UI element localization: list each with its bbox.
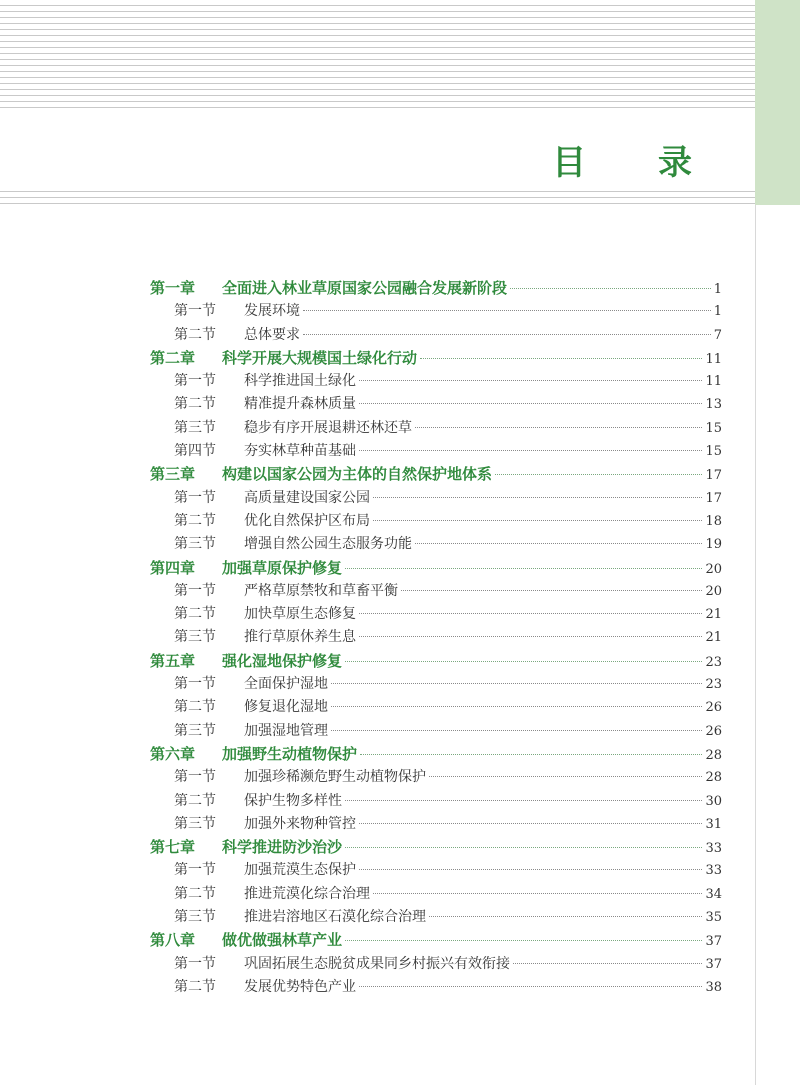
toc-entry-title: 加强草原保护修复 bbox=[222, 558, 343, 577]
toc-entry-title: 发展优势特色产业 bbox=[244, 978, 356, 995]
toc-page-number: 11 bbox=[705, 374, 722, 390]
toc-section-row[interactable] bbox=[150, 510, 722, 533]
toc-page-number: 23 bbox=[705, 677, 722, 693]
toc-entry-title: 精准提升森林质量 bbox=[244, 396, 356, 413]
side-tab bbox=[755, 0, 800, 205]
toc-entry-title: 加强珍稀濒危野生动植物保护 bbox=[244, 769, 426, 786]
toc-entry-number: 第二节 bbox=[174, 885, 216, 902]
dot-leader bbox=[359, 823, 702, 824]
toc-page-number: 11 bbox=[705, 351, 722, 367]
toc-section-row[interactable] bbox=[150, 626, 722, 649]
dot-leader bbox=[345, 568, 702, 569]
toc-entry-number: 第四章 bbox=[150, 558, 196, 577]
toc-page-number: 37 bbox=[705, 934, 722, 950]
toc-entry-number: 第一节 bbox=[174, 489, 216, 506]
toc-entry-number: 第一节 bbox=[174, 955, 216, 972]
toc-entry-number: 第一节 bbox=[174, 769, 216, 786]
toc-entry-title: 加强湿地管理 bbox=[244, 722, 328, 739]
toc-page-number: 20 bbox=[705, 583, 722, 599]
toc-entry-number: 第一节 bbox=[174, 582, 216, 599]
dot-leader bbox=[359, 450, 702, 451]
toc-entry-title: 加强荒漠生态保护 bbox=[244, 862, 356, 879]
toc-entry-title: 保护生物多样性 bbox=[244, 792, 342, 809]
toc-section-row[interactable] bbox=[150, 603, 722, 626]
toc-page-number: 38 bbox=[705, 979, 722, 995]
toc-entry-number: 第二节 bbox=[174, 396, 216, 413]
toc-entry-number: 第一节 bbox=[174, 676, 216, 693]
toc-entry-title: 科学推进防沙治沙 bbox=[222, 838, 343, 857]
dot-leader bbox=[331, 683, 702, 684]
dot-leader bbox=[303, 310, 711, 311]
toc-page-number: 13 bbox=[705, 397, 722, 413]
toc-entry-number: 第二节 bbox=[174, 326, 216, 343]
toc-page-number: 33 bbox=[705, 863, 722, 879]
dot-leader bbox=[510, 288, 711, 289]
toc-section-row[interactable] bbox=[150, 393, 722, 416]
dot-leader bbox=[345, 940, 702, 941]
toc-entry-number: 第二节 bbox=[174, 606, 216, 623]
dot-leader bbox=[359, 986, 702, 987]
dot-leader bbox=[401, 590, 702, 591]
toc-section-row[interactable] bbox=[150, 813, 722, 836]
dot-leader bbox=[331, 730, 702, 731]
toc-page-number: 15 bbox=[705, 444, 722, 460]
toc-entry-title: 推行草原休养生息 bbox=[244, 629, 356, 646]
dot-leader bbox=[359, 869, 702, 870]
toc-chapter-row[interactable] bbox=[150, 463, 722, 486]
toc-entry-number: 第一章 bbox=[150, 279, 196, 297]
toc-entry-title: 科学开展大规模国土绿化行动 bbox=[222, 348, 418, 367]
toc-entry-title: 巩固拓展生态脱贫成果同乡村振兴有效衔接 bbox=[244, 955, 510, 972]
toc-section-row[interactable] bbox=[150, 324, 722, 347]
toc-chapter-row[interactable] bbox=[150, 650, 722, 673]
toc-entry-title: 增强自然公园生态服务功能 bbox=[244, 536, 412, 553]
toc-entry-title: 加快草原生态修复 bbox=[244, 606, 356, 623]
toc-page-number: 30 bbox=[705, 793, 722, 809]
toc-entry-title: 强化湿地保护修复 bbox=[222, 651, 343, 670]
table-of-contents bbox=[150, 277, 722, 999]
toc-page-number: 21 bbox=[705, 607, 722, 623]
dot-leader bbox=[415, 543, 702, 544]
dot-leader bbox=[420, 358, 702, 359]
toc-chapter-row[interactable] bbox=[150, 836, 722, 859]
toc-page-number: 17 bbox=[705, 468, 722, 484]
toc-entry-number: 第七章 bbox=[150, 838, 196, 857]
toc-section-row[interactable] bbox=[150, 720, 722, 743]
toc-entry-title: 加强外来物种管控 bbox=[244, 815, 356, 832]
toc-page-number: 26 bbox=[705, 723, 722, 739]
toc-entry-number: 第八章 bbox=[150, 931, 196, 950]
dot-leader bbox=[359, 403, 702, 404]
toc-page-number: 1 bbox=[713, 304, 722, 320]
toc-section-row[interactable] bbox=[150, 883, 722, 906]
toc-entry-number: 第三章 bbox=[150, 465, 196, 484]
toc-entry-title: 严格草原禁牧和草畜平衡 bbox=[244, 582, 398, 599]
toc-entry-title: 加强野生动植物保护 bbox=[222, 744, 358, 763]
dot-leader bbox=[359, 636, 702, 637]
toc-page-number: 20 bbox=[705, 561, 722, 577]
toc-entry-number: 第一节 bbox=[174, 862, 216, 879]
toc-section-row[interactable] bbox=[150, 673, 722, 696]
toc-entry-title: 发展环境 bbox=[244, 303, 300, 320]
toc-section-row[interactable] bbox=[150, 790, 722, 813]
toc-page-number: 18 bbox=[705, 513, 722, 529]
toc-page-number: 15 bbox=[705, 420, 722, 436]
toc-entry-title: 全面进入林业草原国家公园融合发展新阶段 bbox=[222, 279, 508, 297]
toc-page-number: 31 bbox=[705, 816, 722, 832]
dot-leader bbox=[373, 520, 702, 521]
toc-page-number: 28 bbox=[705, 770, 722, 786]
toc-page-number: 19 bbox=[705, 537, 722, 553]
toc-entry-title: 推进岩溶地区石漠化综合治理 bbox=[244, 909, 426, 926]
toc-section-row[interactable] bbox=[150, 370, 722, 393]
toc-entry-number: 第三节 bbox=[174, 629, 216, 646]
dot-leader bbox=[331, 706, 702, 707]
toc-entry-number: 第二节 bbox=[174, 792, 216, 809]
dot-leader bbox=[373, 497, 702, 498]
toc-entry-number: 第二章 bbox=[150, 348, 196, 367]
toc-entry-title: 高质量建设国家公园 bbox=[244, 489, 370, 506]
side-divider bbox=[755, 205, 756, 1085]
toc-section-row[interactable] bbox=[150, 580, 722, 603]
dot-leader bbox=[345, 800, 702, 801]
dot-leader bbox=[360, 754, 702, 755]
dot-leader bbox=[429, 776, 702, 777]
toc-section-row[interactable] bbox=[150, 487, 722, 510]
dot-leader bbox=[415, 427, 702, 428]
dot-leader bbox=[303, 334, 711, 335]
toc-section-row[interactable] bbox=[150, 766, 722, 789]
toc-chapter-row[interactable] bbox=[150, 347, 722, 370]
toc-chapter-row[interactable] bbox=[150, 743, 722, 766]
toc-page-number: 1 bbox=[713, 282, 722, 297]
toc-entry-title: 夯实林草种苗基础 bbox=[244, 443, 356, 460]
dot-leader bbox=[513, 963, 702, 964]
dot-leader bbox=[345, 661, 702, 662]
toc-page-number: 26 bbox=[705, 700, 722, 716]
toc-entry-number: 第二节 bbox=[174, 699, 216, 716]
toc-page-number: 23 bbox=[705, 654, 722, 670]
toc-entry-title: 推进荒漠化综合治理 bbox=[244, 885, 370, 902]
toc-page-number: 37 bbox=[705, 956, 722, 972]
toc-entry-number: 第四节 bbox=[174, 443, 216, 460]
page-title: 目 录 bbox=[552, 143, 722, 183]
toc-entry-number: 第二节 bbox=[174, 512, 216, 529]
toc-section-row[interactable] bbox=[150, 300, 722, 323]
toc-section-row[interactable] bbox=[150, 417, 722, 440]
toc-section-row[interactable] bbox=[150, 859, 722, 882]
toc-entry-number: 第一节 bbox=[174, 373, 216, 390]
toc-entry-title: 构建以国家公园为主体的自然保护地体系 bbox=[222, 465, 493, 484]
toc-page-number: 17 bbox=[705, 490, 722, 506]
toc-entry-number: 第二节 bbox=[174, 978, 216, 995]
dot-leader bbox=[359, 613, 702, 614]
toc-chapter-row[interactable] bbox=[150, 929, 722, 952]
toc-page-number: 28 bbox=[705, 747, 722, 763]
toc-page-number: 34 bbox=[705, 886, 722, 902]
toc-entry-number: 第六章 bbox=[150, 744, 196, 763]
dot-leader bbox=[429, 916, 702, 917]
toc-section-row[interactable] bbox=[150, 696, 722, 719]
dot-leader bbox=[359, 380, 702, 381]
dot-leader bbox=[373, 893, 702, 894]
toc-section-row[interactable] bbox=[150, 533, 722, 556]
toc-entry-title: 修复退化湿地 bbox=[244, 699, 328, 716]
toc-entry-number: 第三节 bbox=[174, 536, 216, 553]
toc-entry-number: 第三节 bbox=[174, 909, 216, 926]
toc-entry-title: 全面保护湿地 bbox=[244, 676, 328, 693]
toc-section-row[interactable] bbox=[150, 976, 722, 999]
toc-entry-number: 第五章 bbox=[150, 651, 196, 670]
toc-entry-title: 优化自然保护区布局 bbox=[244, 512, 370, 529]
toc-entry-title: 稳步有序开展退耕还林还草 bbox=[244, 419, 412, 436]
toc-entry-title: 做优做强林草产业 bbox=[222, 931, 343, 950]
toc-chapter-row[interactable] bbox=[150, 557, 722, 580]
toc-entry-number: 第一节 bbox=[174, 303, 216, 320]
toc-chapter-row[interactable] bbox=[150, 277, 722, 300]
toc-entry-number: 第三节 bbox=[174, 419, 216, 436]
toc-entry-number: 第三节 bbox=[174, 815, 216, 832]
toc-page-number: 21 bbox=[705, 630, 722, 646]
toc-section-row[interactable] bbox=[150, 953, 722, 976]
toc-section-row[interactable] bbox=[150, 440, 722, 463]
toc-entry-title: 科学推进国土绿化 bbox=[244, 373, 356, 390]
toc-page-number: 33 bbox=[705, 841, 722, 857]
dot-leader bbox=[345, 847, 702, 848]
dot-leader bbox=[495, 474, 702, 475]
toc-page-number: 7 bbox=[713, 327, 722, 343]
toc-page-number: 35 bbox=[705, 910, 722, 926]
toc-entry-title: 总体要求 bbox=[244, 326, 300, 343]
toc-section-row[interactable] bbox=[150, 906, 722, 929]
toc-entry-number: 第三节 bbox=[174, 722, 216, 739]
